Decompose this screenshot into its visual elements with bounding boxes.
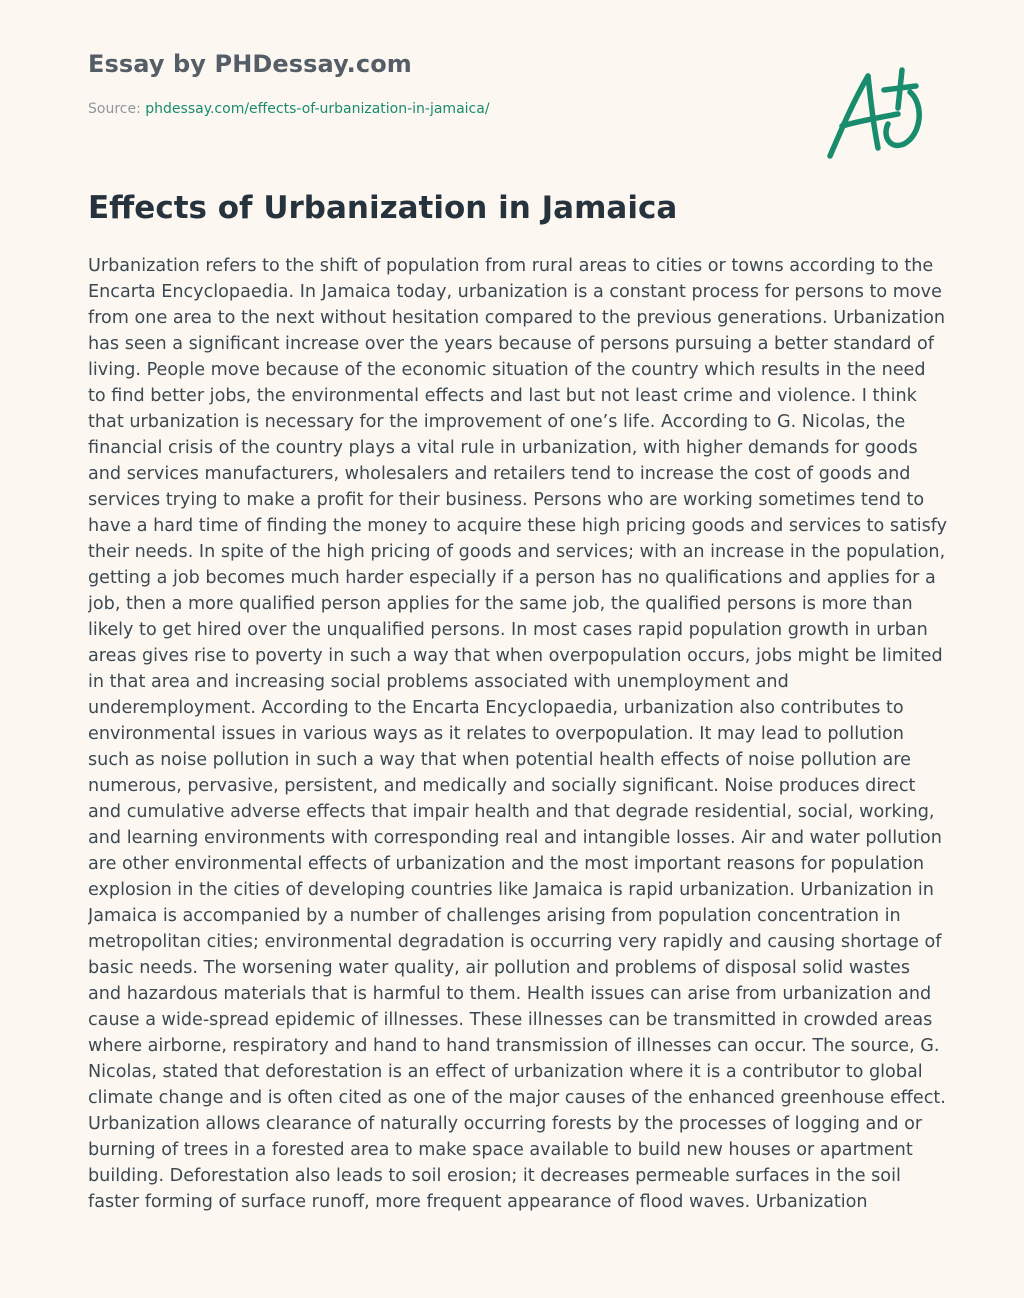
a-plus-grade-icon [824,64,928,164]
essay-body [88,253,948,1251]
site-brand: Essay by PHDessay.com [88,50,412,78]
source-link[interactable]: phdessay.com/effects-of-urbanization-in-jamaica/ [145,101,490,117]
essay-title: Effects of Urbanization in Jamaica [88,190,678,226]
source-line [88,101,490,117]
essay-paragraph: Urbanization refers to the shift of population from rural areas to cities or towns according to the Encarta Encyclopaedia. In Jamaica today, urbanization is a constant process for persons to move from one area to the next without hesitation compared to the previous generations. Urbanization has seen a significant increase over the years because of persons pursuing a better standard of living. People move because of the economic situation of the country which results in the need to find better jobs, the environmental effects and last but not least crime and violence. I think that urbanization is necessary for the improvement of one’s life. According to G. Nicolas, the financial crisis of the country plays a vital rule in urbanization, with higher demands for goods and services manufacturers, wholesalers and retailers tend to increase the cost of goods and services trying to make a profit for their business. Persons who are working sometimes tend to have a hard time of finding the money to acquire these high pricing goods and services to satisfy their needs. In spite of the high pricing of goods and services; with an increase in the population, getting a job becomes much harder especially if a person has no qualifications and applies for a job, then a more qualified person applies for the same job, the qualified persons is more than likely to get hired over the unqualified persons. In most cases rapid population growth in urban areas gives rise to poverty in such a way that when overpopulation occurs, jobs might be limited in that area and increasing social problems associated with unemployment and underemployment. According to the Encarta Encyclopaedia, urbanization also contributes to environmental issues in various ways as it relates to overpopulation. It may lead to pollution such as noise pollution in such a way that when potential health effects of noise pollution are numerous, pervasive, persistent, and medically and socially significant. Noise produces direct and cumulative adverse effects that impair health and that degrade residential, social, working, and learning environments with corresponding real and intangible losses. Air and water pollution are other environmental effects of urbanization and the most important reasons for population explosion in the cities of developing countries like Jamaica is rapid urbanization. Urbanization in Jamaica is accompanied by a number of challenges arising from population concentration in metropolitan cities; environmental degradation is occurring very rapidly and causing shortage of basic needs. The worsening water quality, air pollution and problems of disposal solid wastes and hazardous materials that is harmful to them. Health issues can arise from urbanization and cause a wide-spread epidemic of illnesses. These illnesses can be transmitted in crowded areas where airborne, respiratory and hand to hand transmission of illnesses can occur. The source, G. Nicolas, stated that deforestation is an effect of urbanization where it is a contributor to global climate change and is often cited as one of the major causes of the enhanced greenhouse effect. Urbanization allows clearance of naturally occurring forests by the processes of logging and or burning of trees in a forested area to make space available to build new houses or apartment building. Deforestation also leads to soil erosion; it decreases permeable surfaces in the soil faster forming of surface runoff, more frequent appearance of flood waves. Urbanization [88,256,948,1212]
essay-page [88,0,948,1298]
source-label: Source: [88,101,141,117]
